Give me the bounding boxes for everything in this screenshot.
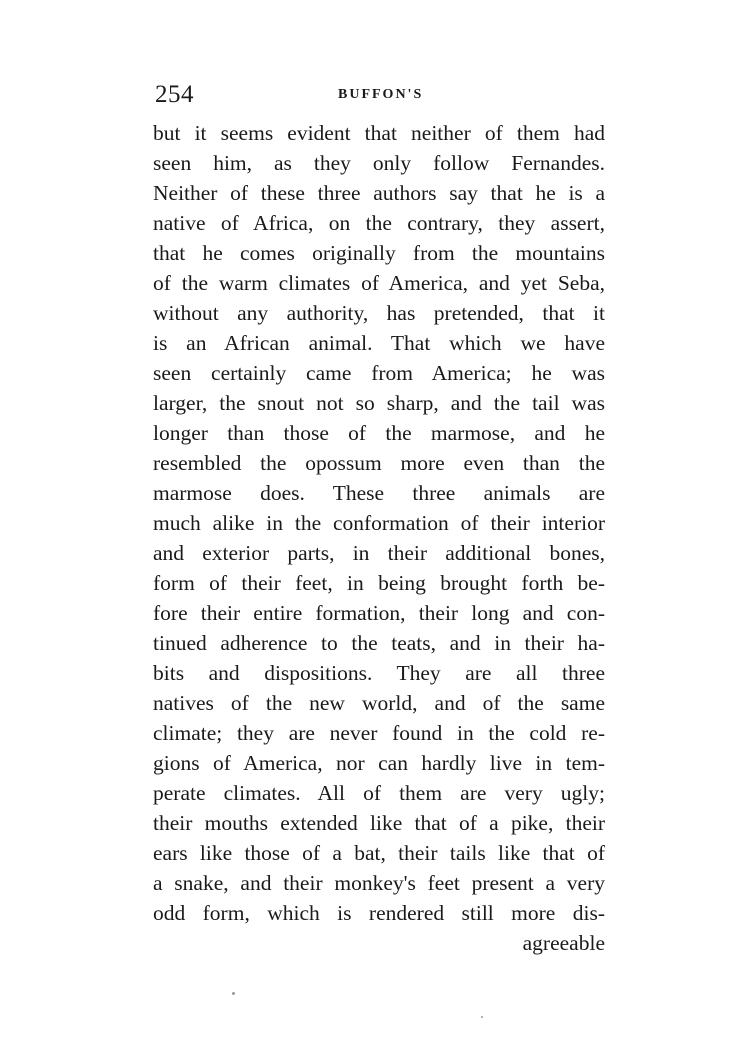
text-line: their mouths extended like that of a pike, their bbox=[153, 811, 605, 835]
text-line: Neither of these three authors say that he is a bbox=[153, 181, 605, 205]
text-line: is an African animal. That which we have bbox=[153, 331, 605, 355]
body-text bbox=[153, 118, 605, 958]
text-line: native of Africa, on the contrary, they assert, bbox=[153, 211, 605, 235]
text-line: natives of the new world, and of the same bbox=[153, 691, 605, 715]
text-line: without any authority, has pretended, that it bbox=[153, 301, 605, 325]
text-line: bits and dispositions. They are all three bbox=[153, 661, 605, 685]
paper-speck bbox=[232, 992, 235, 995]
text-line: tinued adherence to the teats, and in their ha- bbox=[153, 631, 605, 655]
paper-speck bbox=[481, 1016, 483, 1018]
text-line: ears like those of a bat, their tails like that of bbox=[153, 841, 605, 865]
text-line: that he comes originally from the mountains bbox=[153, 241, 605, 265]
catchword: agreeable bbox=[522, 931, 605, 955]
text-line: climate; they are never found in the cold re- bbox=[153, 721, 605, 745]
text-line: much alike in the conformation of their interior bbox=[153, 511, 605, 535]
text-line: fore their entire formation, their long and con- bbox=[153, 601, 605, 625]
text-line: resembled the opossum more even than the bbox=[153, 451, 605, 475]
text-line: form of their feet, in being brought forth be- bbox=[153, 571, 605, 595]
text-line: seen certainly came from America; he was bbox=[153, 361, 605, 385]
text-line: marmose does. These three animals are bbox=[153, 481, 605, 505]
text-line: a snake, and their monkey's feet present a very bbox=[153, 871, 605, 895]
text-line: perate climates. All of them are very ugly; bbox=[153, 781, 605, 805]
text-line: but it seems evident that neither of them had bbox=[153, 121, 605, 145]
text-line: seen him, as they only follow Fernandes. bbox=[153, 151, 605, 175]
page-header bbox=[155, 80, 605, 110]
text-line: gions of America, nor can hardly live in tem- bbox=[153, 751, 605, 775]
text-line: larger, the snout not so sharp, and the tail was bbox=[153, 391, 605, 415]
running-head: BUFFON'S bbox=[338, 87, 424, 102]
text-line: longer than those of the marmose, and he bbox=[153, 421, 605, 445]
page-number: 254 bbox=[155, 81, 194, 108]
text-line: odd form, which is rendered still more dis- bbox=[153, 901, 605, 925]
text-line: and exterior parts, in their additional bones, bbox=[153, 541, 605, 565]
text-line: of the warm climates of America, and yet Seba, bbox=[153, 271, 605, 295]
